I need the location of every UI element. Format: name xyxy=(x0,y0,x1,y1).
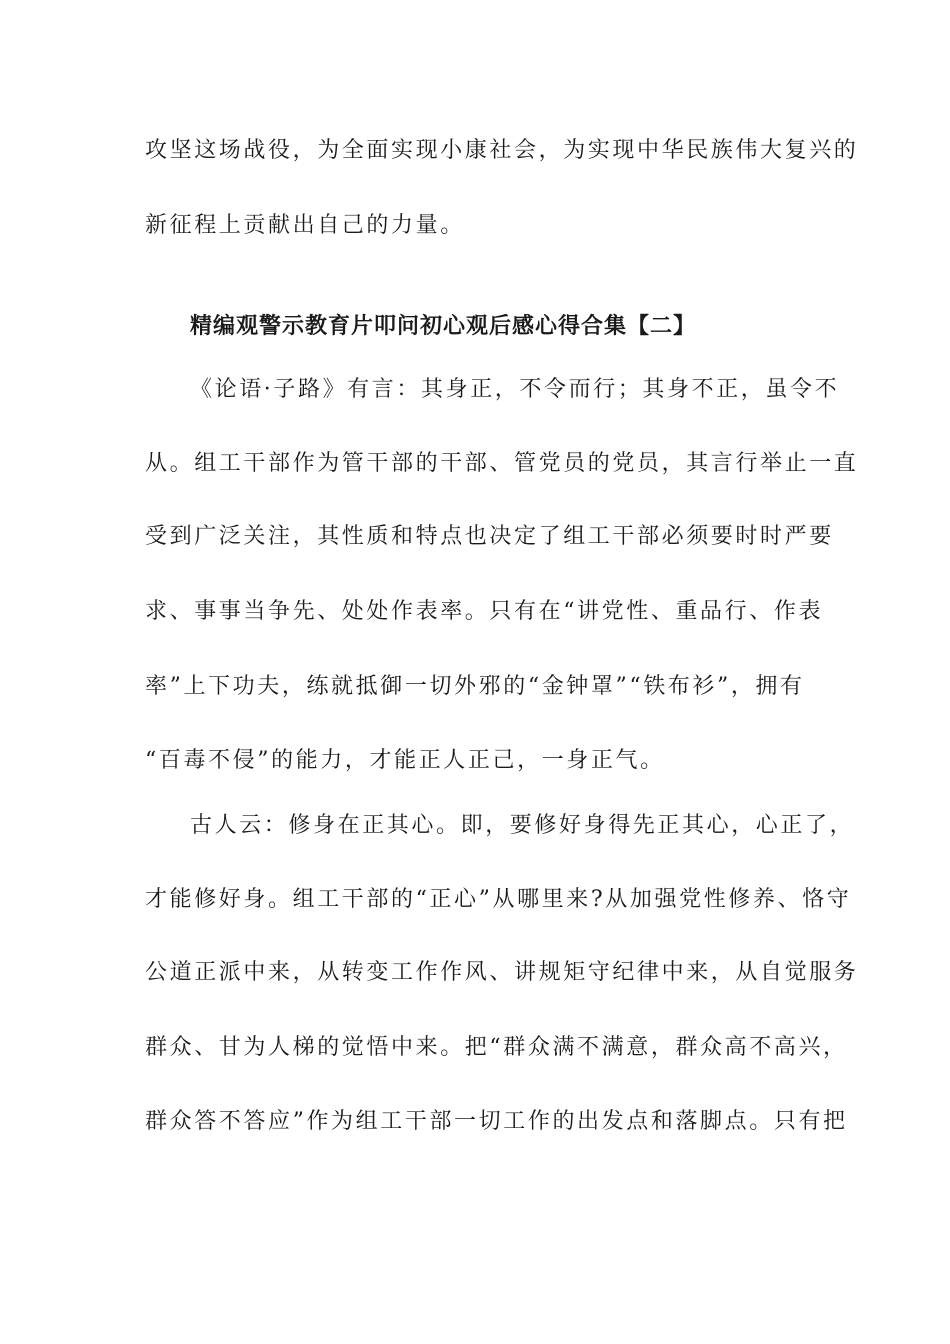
paragraph-1-line-4: 求、事事当争先、处处作表率。只有在“讲党性、重品行、作表 xyxy=(145,599,824,624)
continuation-line-1: 攻坚这场战役，为全面实现小康社会，为实现中华民族伟大复兴的 xyxy=(145,138,859,163)
paragraph-2-line-3: 公道正派中来，从转变工作作风、讲规矩守纪律中来，从自觉服务 xyxy=(145,960,859,985)
section-title: 精编观警示教育片叩问初心观后感心得合集【二】 xyxy=(190,314,697,339)
paragraph-1-line-2: 从。组工干部作为管干部的干部、管党员的党员，其言行举止一直 xyxy=(145,451,859,476)
paragraph-1-line-6: “百毒不侵”的能力，才能正人正己，一身正气。 xyxy=(145,748,665,773)
paragraph-2-line-2: 才能修好身。组工干部的“正心”从哪里来?从加强党性修养、恪守 xyxy=(145,887,852,912)
paragraph-1-line-3: 受到广泛关注，其性质和特点也决定了组工干部必须要时时严要 xyxy=(145,524,834,549)
paragraph-2-line-1: 古人云：修身在正其心。即，要修好身得先正其心，心正了， xyxy=(190,813,855,838)
paragraph-1-line-1: 《论语·子路》有言：其身正，不令而行；其身不正，虽令不 xyxy=(190,377,840,402)
paragraph-2-line-4: 群众、甘为人梯的觉悟中来。把“群众满不满意，群众高不高兴， xyxy=(145,1035,848,1060)
continuation-line-2: 新征程上贡献出自己的力量。 xyxy=(145,213,465,238)
paragraph-2-line-5: 群众答不答应”作为组工干部一切工作的出发点和落脚点。只有把 xyxy=(145,1109,848,1134)
paragraph-1-line-5: 率”上下功夫，练就抵御一切外邪的“金钟罩”“铁布衫”，拥有 xyxy=(145,674,805,699)
